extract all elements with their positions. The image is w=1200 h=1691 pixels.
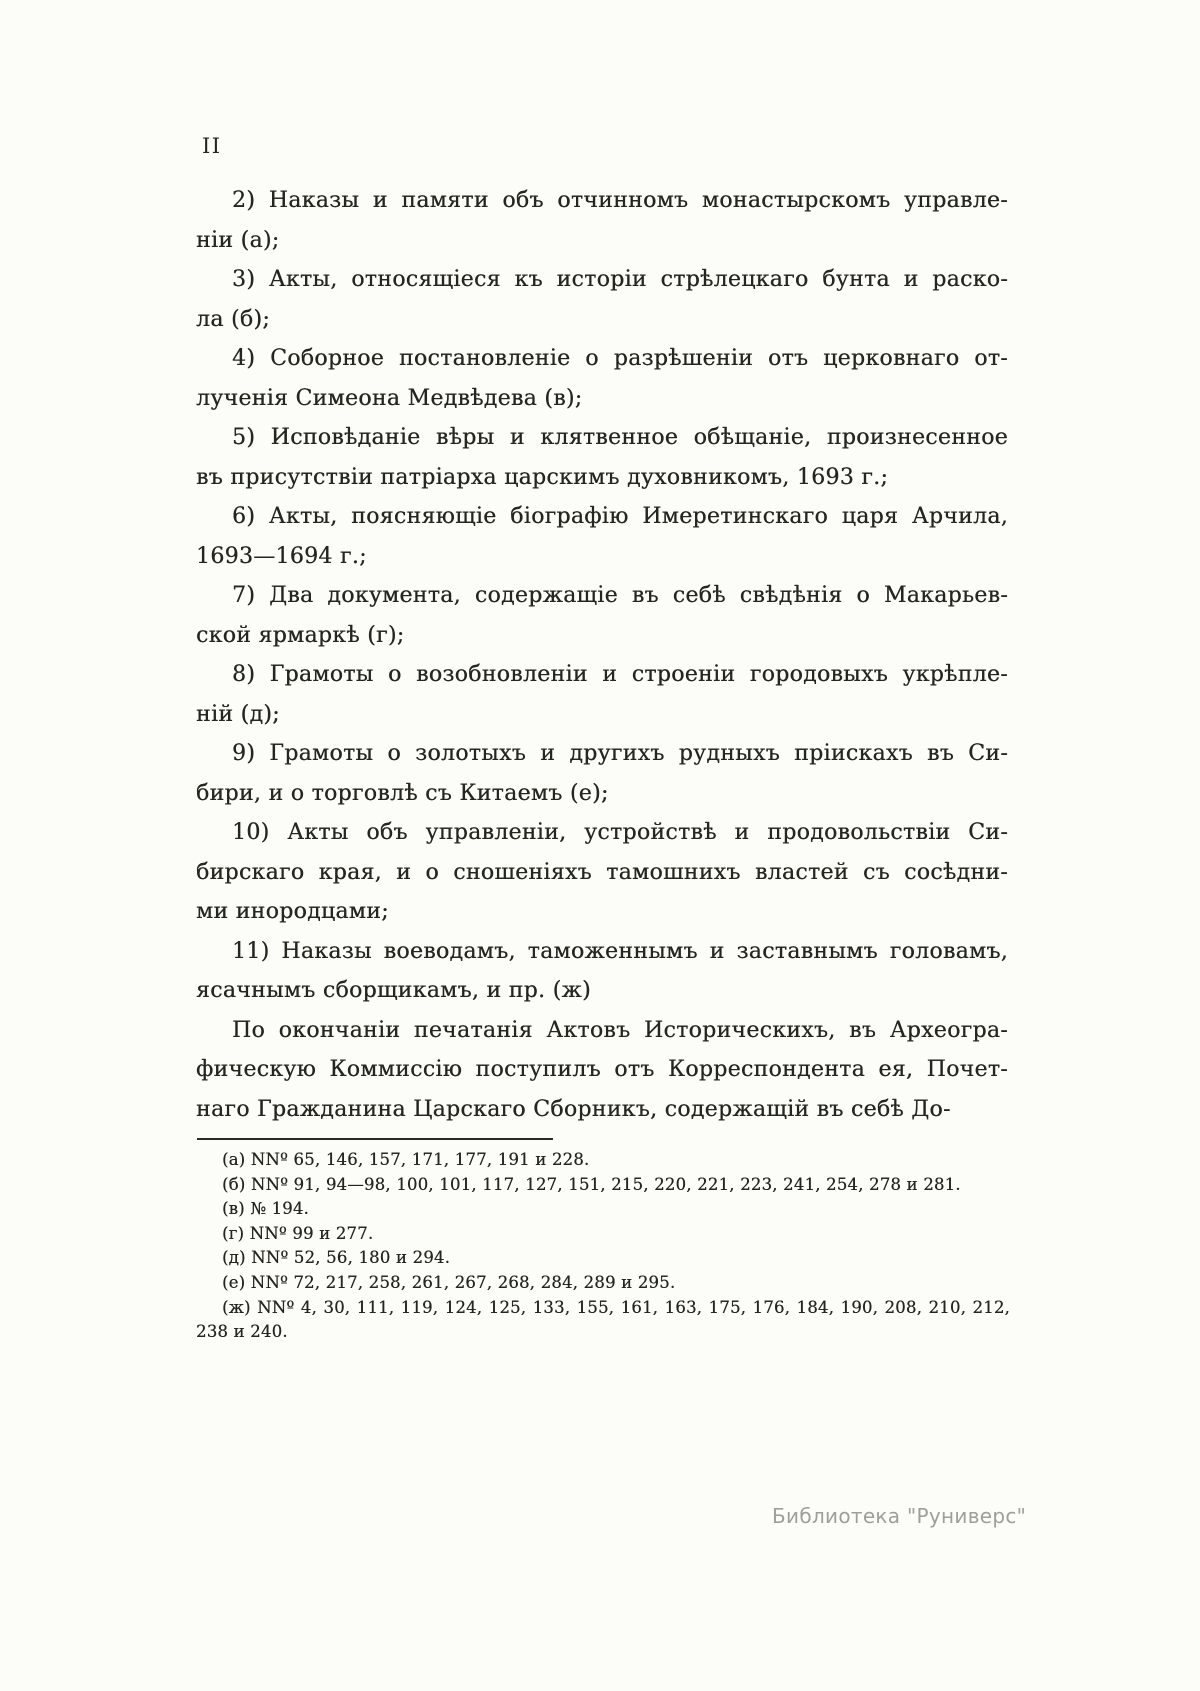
library-watermark: Библиотека "Руниверс" (772, 1504, 1027, 1528)
paragraph (196, 497, 1008, 576)
text-line: ла (б); (196, 306, 271, 332)
footnote-line: (д) NNº 52, 56, 180 и 294. (222, 1248, 451, 1268)
footnote-line: (а) NNº 65, 146, 157, 171, 177, 191 и 228. (222, 1150, 590, 1169)
paragraph (196, 418, 1008, 497)
paragraph (196, 339, 1008, 418)
text-line: 10) Акты объ управленіи, устройствѣ и продовольствіи Си- (232, 820, 1008, 845)
page-number: II (202, 134, 222, 158)
text-line: ній (д); (196, 701, 280, 727)
paragraph (196, 734, 1008, 813)
footnote-line: (г) NNº 99 и 277. (222, 1223, 374, 1243)
text-line: бири, и о торговлѣ съ Китаемъ (е); (196, 780, 609, 806)
paragraph (196, 1296, 1010, 1345)
text-line: ми инородцами; (196, 899, 389, 924)
text-line: 11) Наказы воеводамъ, таможеннымъ и заставнымъ головамъ, (232, 938, 1008, 964)
text-line: 6) Акты, поясняющіе біографію Имеретинскаго царя Арчила, (232, 504, 1008, 529)
paragraph (196, 932, 1008, 1011)
footnote-line: (ж) NNº 4, 30, 111, 119, 124, 125, 133, 155, 161, 163, 175, 176, 184, 190, 208, 210, 212, (222, 1297, 1010, 1317)
text-line: ясачнымъ сборщикамъ, и пр. (ж) (196, 978, 591, 1003)
paragraph (196, 1246, 1010, 1271)
footnote-line: (в) № 194. (222, 1199, 310, 1219)
paragraph (196, 1197, 1010, 1222)
paragraph (196, 1271, 1010, 1296)
text-line: 3) Акты, относящіеся къ исторіи стрѣлецкаго бунта и раско- (232, 267, 1008, 292)
text-line: 7) Два документа, содержащіе въ себѣ свѣдѣнія о Макарьев- (232, 583, 1008, 608)
paragraph (196, 1173, 1010, 1198)
footnote-separator-rule (197, 1138, 553, 1140)
paragraph (196, 655, 1008, 734)
text-line: По окончаніи печатанія Актовъ Историческихъ, въ Археогра- (232, 1017, 1008, 1043)
paragraph (196, 813, 1008, 932)
text-line: наго Гражданина Царскаго Сборникъ, содержащій въ себѣ До- (196, 1096, 951, 1122)
text-line: 5) Исповѣданіе вѣры и клятвенное обѣщаніе, произнесенное (232, 425, 1008, 450)
text-line: ской ярмаркѣ (г); (196, 622, 405, 648)
paragraph (196, 181, 1008, 260)
text-line: 8) Грамоты о возобновленіи и строеніи городовыхъ укрѣпле- (232, 662, 1008, 687)
text-line: бирскаго края, и о сношеніяхъ тамошнихъ властей съ сосѣдни- (196, 859, 1008, 885)
footnote-line: (е) NNº 72, 217, 258, 261, 267, 268, 284, 289 и 295. (222, 1272, 676, 1292)
main-text (196, 181, 1008, 1129)
text-line: фическую Коммиссію поступилъ отъ Корреспондента ея, Почет- (196, 1057, 1008, 1082)
text-line: лученія Симеона Медвѣдева (в); (196, 385, 583, 411)
text-line: 4) Соборное постановленіе о разрѣшеніи отъ церковнаго от- (232, 346, 1008, 371)
text-line: въ присутствіи патріарха царскимъ духовникомъ, 1693 г.; (196, 464, 889, 490)
paragraph (196, 1148, 1010, 1173)
text-line: ніи (а); (196, 227, 280, 253)
text-line: 2) Наказы и памяти объ отчинномъ монастырскомъ управле- (232, 188, 1008, 213)
footnote-line: (б) NNº 91, 94—98, 100, 101, 117, 127, 151, 215, 220, 221, 223, 241, 254, 278 и 281. (222, 1174, 961, 1194)
text-line: 9) Грамоты о золотыхъ и другихъ рудныхъ пріискахъ въ Си- (232, 741, 1008, 766)
paragraph (196, 1011, 1008, 1130)
footnote-line: 238 и 240. (196, 1322, 288, 1342)
paragraph (196, 576, 1008, 655)
paragraph (196, 260, 1008, 339)
text-line: 1693—1694 г.; (196, 543, 367, 569)
footnotes (196, 1148, 1010, 1345)
paragraph (196, 1222, 1010, 1247)
